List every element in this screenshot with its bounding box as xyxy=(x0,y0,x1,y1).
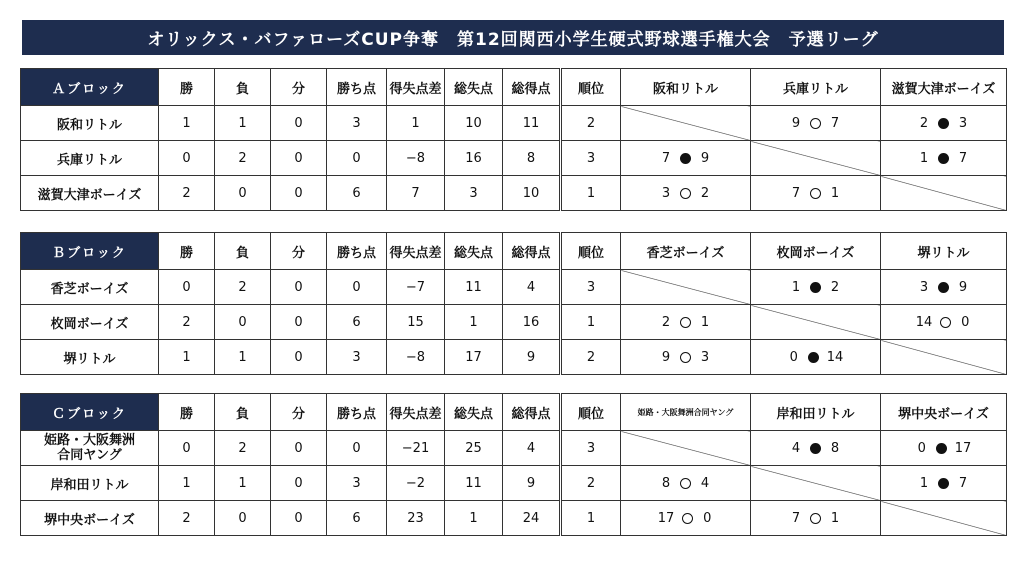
score-own: 0 xyxy=(789,349,798,365)
stat-cell: 3 xyxy=(561,141,621,176)
stat-cell: 0 xyxy=(271,431,327,466)
stat-cell: 11 xyxy=(503,106,561,141)
opponent-header: 岸和田リトル xyxy=(751,394,881,431)
match-result xyxy=(751,340,881,375)
match-result xyxy=(621,176,751,211)
column-header: 得失点差 xyxy=(387,394,445,431)
team-row xyxy=(21,176,1007,211)
score-opponent: 0 xyxy=(703,510,712,526)
stat-cell: 0 xyxy=(159,141,215,176)
match-result xyxy=(621,501,751,536)
stat-cell: 0 xyxy=(327,270,387,305)
stat-cell: 1 xyxy=(561,305,621,340)
stat-cell: 0 xyxy=(215,176,271,211)
stat-cell: 1 xyxy=(445,305,503,340)
loss-circle-icon xyxy=(810,443,821,454)
score-own: 3 xyxy=(919,279,929,295)
stat-cell: 17 xyxy=(445,340,503,375)
block-table-b xyxy=(20,232,1007,375)
stat-cell: −2 xyxy=(387,466,445,501)
stat-cell: 9 xyxy=(503,340,561,375)
self-match-cell xyxy=(881,176,1007,211)
stat-cell: 7 xyxy=(387,176,445,211)
stat-cell: 16 xyxy=(503,305,561,340)
stat-cell: 2 xyxy=(561,340,621,375)
column-header: 負 xyxy=(215,394,271,431)
stat-cell: 3 xyxy=(445,176,503,211)
stat-cell: 2 xyxy=(215,431,271,466)
score-opponent: 1 xyxy=(700,314,710,330)
score-opponent: 3 xyxy=(958,115,968,131)
self-match-cell xyxy=(621,106,751,141)
stat-cell: −21 xyxy=(387,431,445,466)
column-header: 総失点 xyxy=(445,394,503,431)
stat-cell: −8 xyxy=(387,141,445,176)
column-header: 順位 xyxy=(561,394,621,431)
column-header: 分 xyxy=(271,69,327,106)
match-result xyxy=(751,176,881,211)
stat-cell: 2 xyxy=(159,176,215,211)
column-header: 総得点 xyxy=(503,394,561,431)
stat-cell: 6 xyxy=(327,305,387,340)
score-opponent: 3 xyxy=(700,349,710,365)
score-own: 1 xyxy=(919,475,929,491)
match-result xyxy=(881,431,1007,466)
team-name: 岸和田リトル xyxy=(21,466,159,501)
score-own: 17 xyxy=(657,510,675,526)
stat-cell: 1 xyxy=(215,340,271,375)
block-table-c xyxy=(20,393,1007,536)
team-name: 枚岡ボーイズ xyxy=(21,305,159,340)
self-match-cell xyxy=(751,466,881,501)
stat-cell: 0 xyxy=(215,305,271,340)
score-opponent: 9 xyxy=(958,279,968,295)
stat-cell: 1 xyxy=(215,106,271,141)
match-result xyxy=(881,141,1007,176)
score-opponent: 7 xyxy=(958,475,968,491)
column-header: 負 xyxy=(215,233,271,270)
column-header: 総得点 xyxy=(503,233,561,270)
column-header: 得失点差 xyxy=(387,233,445,270)
stat-cell: 2 xyxy=(561,106,621,141)
win-circle-icon xyxy=(810,188,821,199)
team-name xyxy=(21,431,159,466)
column-header: 勝ち点 xyxy=(327,394,387,431)
win-circle-icon xyxy=(940,317,951,328)
stat-cell: 0 xyxy=(271,501,327,536)
team-row xyxy=(21,431,1007,466)
self-match-cell xyxy=(881,501,1007,536)
score-opponent: 9 xyxy=(700,150,710,166)
stat-cell: 0 xyxy=(271,270,327,305)
stat-cell: 0 xyxy=(159,270,215,305)
loss-circle-icon xyxy=(808,352,819,363)
loss-circle-icon xyxy=(936,443,947,454)
opponent-header: 阪和リトル xyxy=(621,69,751,106)
self-match-cell xyxy=(751,305,881,340)
team-row xyxy=(21,270,1007,305)
stat-cell: 8 xyxy=(503,141,561,176)
stat-cell: 11 xyxy=(445,270,503,305)
stat-cell: 15 xyxy=(387,305,445,340)
score-own: 9 xyxy=(791,115,801,131)
column-header: 分 xyxy=(271,394,327,431)
team-name: 阪和リトル xyxy=(21,106,159,141)
self-match-cell xyxy=(751,141,881,176)
column-header: 順位 xyxy=(561,233,621,270)
column-header: 得失点差 xyxy=(387,69,445,106)
score-opponent: 2 xyxy=(700,185,710,201)
match-result xyxy=(751,431,881,466)
stat-cell: 0 xyxy=(215,501,271,536)
score-own: 8 xyxy=(661,475,671,491)
score-opponent: 7 xyxy=(958,150,968,166)
stat-cell: 0 xyxy=(271,466,327,501)
match-result xyxy=(751,501,881,536)
loss-circle-icon xyxy=(680,153,691,164)
match-result xyxy=(881,305,1007,340)
opponent-header: 兵庫リトル xyxy=(751,69,881,106)
win-circle-icon xyxy=(680,352,691,363)
block-table-a xyxy=(20,68,1007,211)
stat-cell: 1 xyxy=(561,501,621,536)
score-opponent: 1 xyxy=(830,185,840,201)
stat-cell: 1 xyxy=(561,176,621,211)
team-name: 堺リトル xyxy=(21,340,159,375)
stat-cell: −8 xyxy=(387,340,445,375)
team-name: 兵庫リトル xyxy=(21,141,159,176)
stat-cell: 9 xyxy=(503,466,561,501)
stat-cell: 11 xyxy=(445,466,503,501)
column-header: 勝 xyxy=(159,233,215,270)
stat-cell: 0 xyxy=(271,340,327,375)
match-result xyxy=(621,141,751,176)
team-row xyxy=(21,141,1007,176)
stat-cell: 0 xyxy=(271,141,327,176)
match-result xyxy=(621,305,751,340)
stat-cell: 1 xyxy=(159,340,215,375)
opponent-header: 枚岡ボーイズ xyxy=(751,233,881,270)
stat-cell: 0 xyxy=(271,176,327,211)
win-circle-icon xyxy=(680,317,691,328)
stat-cell: 3 xyxy=(327,466,387,501)
column-header: 順位 xyxy=(561,69,621,106)
score-own: 0 xyxy=(917,440,926,456)
loss-circle-icon xyxy=(938,153,949,164)
team-name-line-2: 合同ヤング xyxy=(57,448,122,463)
stat-cell: 4 xyxy=(503,431,561,466)
stat-cell: 2 xyxy=(215,270,271,305)
loss-circle-icon xyxy=(810,282,821,293)
score-own: 9 xyxy=(661,349,671,365)
loss-circle-icon xyxy=(938,282,949,293)
score-own: 14 xyxy=(915,314,933,330)
stat-cell: 6 xyxy=(327,501,387,536)
self-match-cell xyxy=(881,340,1007,375)
column-header: 分 xyxy=(271,233,327,270)
match-result xyxy=(881,466,1007,501)
stat-cell: 3 xyxy=(561,431,621,466)
stat-cell: 1 xyxy=(445,501,503,536)
stat-cell: 3 xyxy=(327,106,387,141)
stat-cell: 2 xyxy=(159,305,215,340)
score-own: 3 xyxy=(661,185,671,201)
column-header: 勝ち点 xyxy=(327,69,387,106)
match-result xyxy=(751,270,881,305)
score-own: 2 xyxy=(919,115,929,131)
score-own: 7 xyxy=(661,150,671,166)
stat-cell: 2 xyxy=(159,501,215,536)
opponent-header: 堺リトル xyxy=(881,233,1007,270)
score-own: 7 xyxy=(791,185,801,201)
stat-cell: 2 xyxy=(215,141,271,176)
stat-cell: 25 xyxy=(445,431,503,466)
stat-cell: 0 xyxy=(327,431,387,466)
win-circle-icon xyxy=(680,188,691,199)
column-header: 勝 xyxy=(159,69,215,106)
win-circle-icon xyxy=(810,513,821,524)
score-own: 4 xyxy=(791,440,801,456)
match-result xyxy=(881,106,1007,141)
stat-cell: 0 xyxy=(271,106,327,141)
team-row xyxy=(21,501,1007,536)
score-own: 2 xyxy=(661,314,671,330)
score-own: 1 xyxy=(919,150,929,166)
win-circle-icon xyxy=(682,513,693,524)
match-result xyxy=(621,466,751,501)
opponent-header: 香芝ボーイズ xyxy=(621,233,751,270)
stat-cell: 1 xyxy=(159,466,215,501)
score-opponent: 1 xyxy=(830,510,840,526)
score-opponent: 17 xyxy=(954,440,972,456)
stat-cell: 0 xyxy=(327,141,387,176)
team-name-line-1: 姫路・大阪舞洲 xyxy=(43,433,135,448)
column-header: 総失点 xyxy=(445,233,503,270)
score-opponent: 4 xyxy=(700,475,710,491)
column-header: 勝ち点 xyxy=(327,233,387,270)
match-result xyxy=(881,270,1007,305)
self-match-cell xyxy=(621,270,751,305)
team-row xyxy=(21,340,1007,375)
stat-cell: 3 xyxy=(327,340,387,375)
stat-cell: 4 xyxy=(503,270,561,305)
score-own: 1 xyxy=(791,279,801,295)
score-opponent: 14 xyxy=(826,349,844,365)
opponent-header: 滋賀大津ボーイズ xyxy=(881,69,1007,106)
stat-cell: 23 xyxy=(387,501,445,536)
stat-cell: 1 xyxy=(159,106,215,141)
opponent-header: 堺中央ボーイズ xyxy=(881,394,1007,431)
team-row xyxy=(21,305,1007,340)
block-name: Ａブロック xyxy=(21,69,159,106)
page-title: オリックス・バファローズCUP争奪 第12回関西小学生硬式野球選手権大会 予選リーグ xyxy=(22,20,1004,55)
stat-cell: 1 xyxy=(215,466,271,501)
win-circle-icon xyxy=(810,118,821,129)
loss-circle-icon xyxy=(938,118,949,129)
block-name: Ｂブロック xyxy=(21,233,159,270)
team-name: 香芝ボーイズ xyxy=(21,270,159,305)
stat-cell: 3 xyxy=(561,270,621,305)
block-name: Ｃブロック xyxy=(21,394,159,431)
match-result xyxy=(751,106,881,141)
win-circle-icon xyxy=(680,478,691,489)
self-match-cell xyxy=(621,431,751,466)
stat-cell: −7 xyxy=(387,270,445,305)
team-name: 堺中央ボーイズ xyxy=(21,501,159,536)
team-row xyxy=(21,106,1007,141)
score-opponent: 7 xyxy=(830,115,840,131)
column-header: 勝 xyxy=(159,394,215,431)
stat-cell: 6 xyxy=(327,176,387,211)
team-name: 滋賀大津ボーイズ xyxy=(21,176,159,211)
stat-cell: 2 xyxy=(561,466,621,501)
opponent-header: 姫路・大阪舞洲合同ヤング xyxy=(621,394,751,431)
stat-cell: 0 xyxy=(271,305,327,340)
loss-circle-icon xyxy=(938,478,949,489)
stat-cell: 24 xyxy=(503,501,561,536)
stat-cell: 1 xyxy=(387,106,445,141)
stat-cell: 10 xyxy=(445,106,503,141)
score-opponent: 2 xyxy=(830,279,840,295)
score-opponent: 8 xyxy=(830,440,840,456)
team-row xyxy=(21,466,1007,501)
score-own: 7 xyxy=(791,510,801,526)
match-result xyxy=(621,340,751,375)
stat-cell: 16 xyxy=(445,141,503,176)
stat-cell: 10 xyxy=(503,176,561,211)
column-header: 総得点 xyxy=(503,69,561,106)
score-opponent: 0 xyxy=(961,314,970,330)
column-header: 総失点 xyxy=(445,69,503,106)
column-header: 負 xyxy=(215,69,271,106)
stat-cell: 0 xyxy=(159,431,215,466)
